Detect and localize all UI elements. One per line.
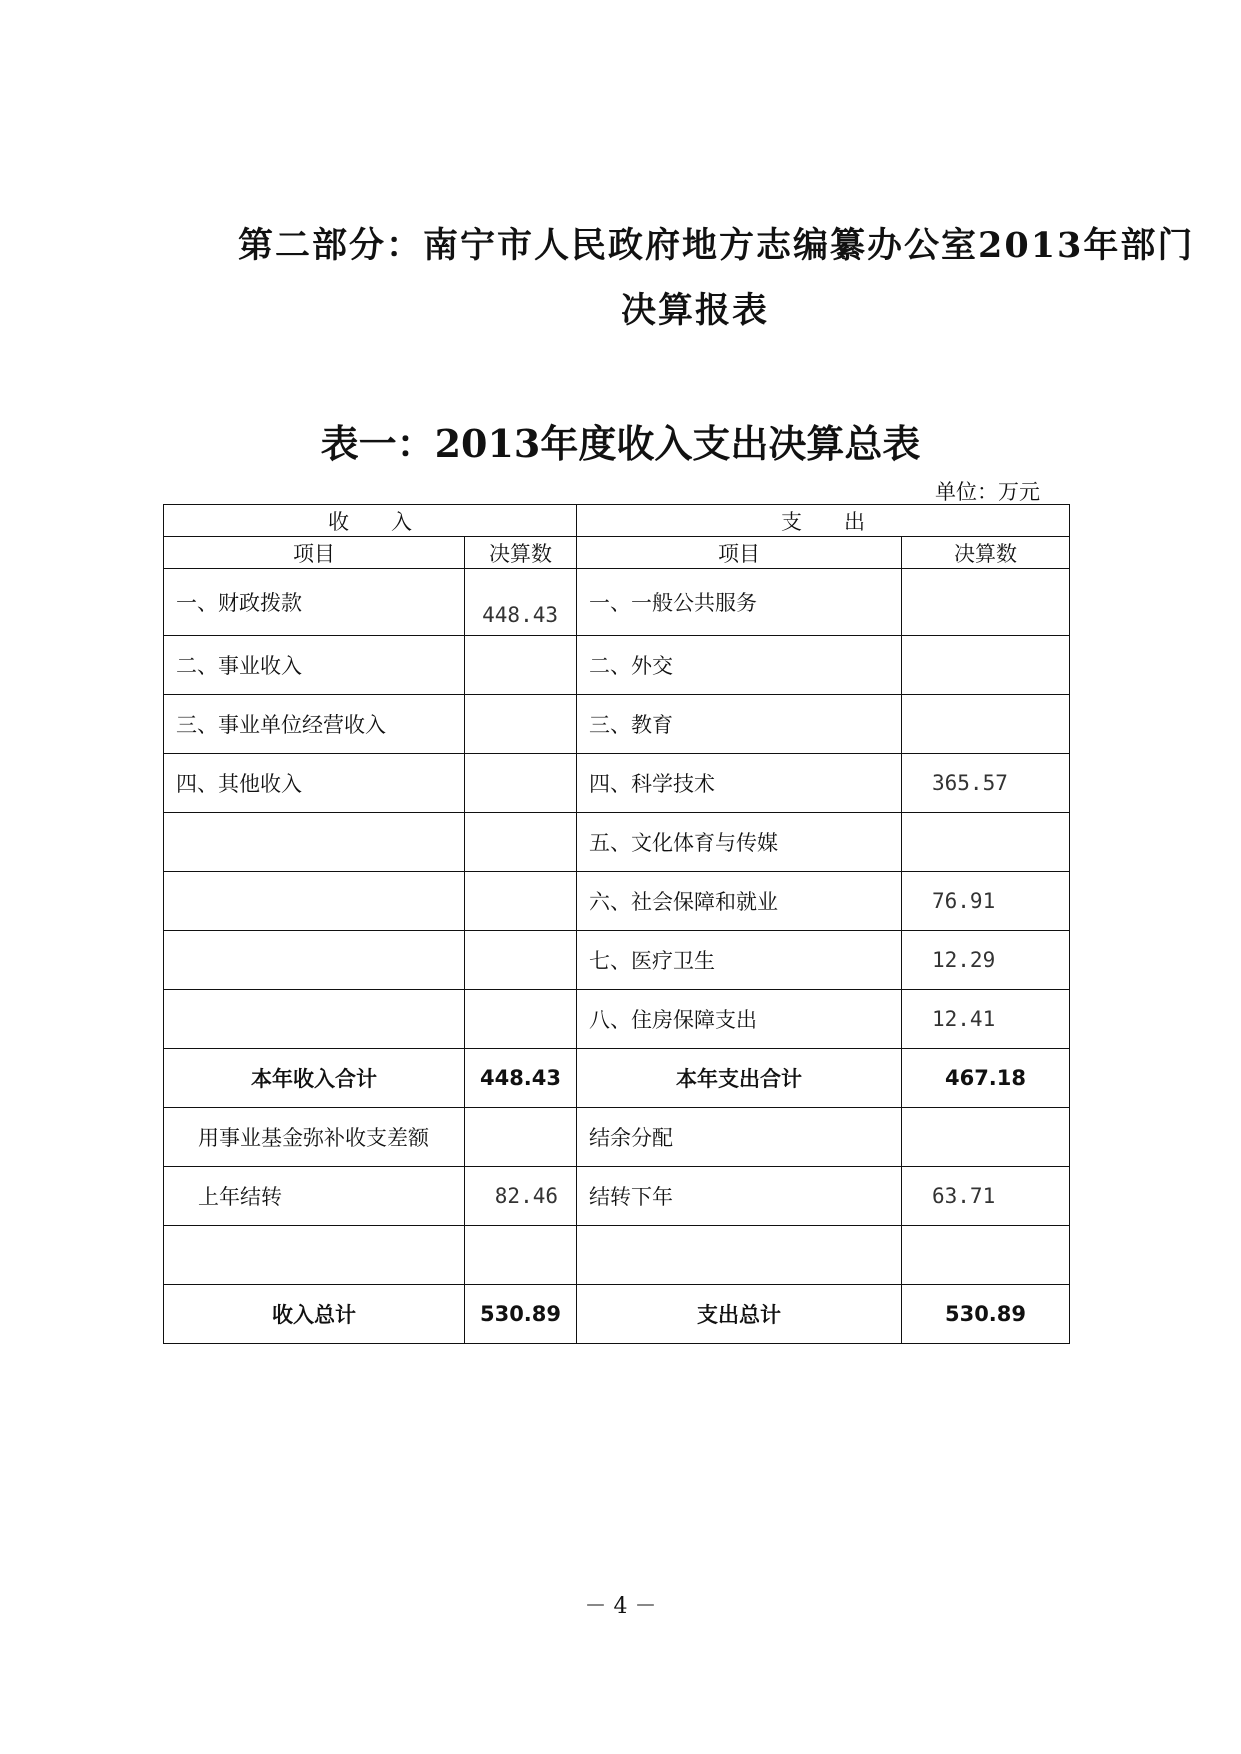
expense-amount: 365.57 <box>902 754 1070 813</box>
income-item <box>164 1226 465 1285</box>
expense-amount <box>902 695 1070 754</box>
expense-total-amount: 530.89 <box>902 1285 1070 1344</box>
income-subtotal-label: 本年收入合计 <box>164 1049 465 1108</box>
expense-item: 一、一般公共服务 <box>577 569 902 636</box>
income-amount <box>465 1108 577 1167</box>
income-item: 三、事业单位经营收入 <box>164 695 465 754</box>
page-number: － 4 － <box>584 1594 657 1619</box>
section-heading-continued: 决算报表 <box>620 290 769 331</box>
table-column-header <box>164 537 1070 569</box>
income-item: 用事业基金弥补收支差额 <box>164 1108 465 1167</box>
income-item: 一、财政拨款 <box>164 569 465 636</box>
expense-subtotal-amount: 467.18 <box>902 1049 1070 1108</box>
income-amount <box>465 1226 577 1285</box>
expense-item: 六、社会保障和就业 <box>577 872 902 931</box>
budget-table <box>163 504 1070 1344</box>
expense-item: 三、教育 <box>577 695 902 754</box>
income-amount <box>465 636 577 695</box>
income-amount: 448.43 <box>465 569 577 636</box>
income-item <box>164 990 465 1049</box>
expense-header: 支 出 <box>577 505 1070 537</box>
subtotal-row <box>164 1049 1070 1108</box>
income-amount <box>465 695 577 754</box>
expense-amount: 63.71 <box>902 1167 1070 1226</box>
expense-total-label: 支出总计 <box>577 1285 902 1344</box>
income-amount <box>465 990 577 1049</box>
income-amount-header: 决算数 <box>465 537 577 569</box>
table-row <box>164 931 1070 990</box>
expense-item: 四、科学技术 <box>577 754 902 813</box>
table-row <box>164 1108 1070 1167</box>
expense-amount <box>902 569 1070 636</box>
expense-subtotal-label: 本年支出合计 <box>577 1049 902 1108</box>
expense-amount <box>902 1108 1070 1167</box>
income-total-amount: 530.89 <box>465 1285 577 1344</box>
table-row <box>164 990 1070 1049</box>
income-amount <box>465 872 577 931</box>
table-row <box>164 569 1070 636</box>
expense-item: 结余分配 <box>577 1108 902 1167</box>
expense-amount <box>902 636 1070 695</box>
income-item <box>164 872 465 931</box>
unit-label: 单位：万元 <box>935 480 1040 504</box>
expense-item: 结转下年 <box>577 1167 902 1226</box>
income-item <box>164 813 465 872</box>
income-total-label: 收入总计 <box>164 1285 465 1344</box>
table-row <box>164 636 1070 695</box>
table-row <box>164 695 1070 754</box>
total-row <box>164 1285 1070 1344</box>
income-amount <box>465 754 577 813</box>
expense-item: 二、外交 <box>577 636 902 695</box>
income-header: 收 入 <box>164 505 577 537</box>
expense-amount: 12.41 <box>902 990 1070 1049</box>
income-item: 四、其他收入 <box>164 754 465 813</box>
income-item-header: 项目 <box>164 537 465 569</box>
income-amount: 82.46 <box>465 1167 577 1226</box>
table-title: 表一：2013年度收入支出决算总表 <box>320 421 921 466</box>
income-amount <box>465 813 577 872</box>
expense-amount: 76.91 <box>902 872 1070 931</box>
expense-item: 五、文化体育与传媒 <box>577 813 902 872</box>
expense-amount: 12.29 <box>902 931 1070 990</box>
income-item: 上年结转 <box>164 1167 465 1226</box>
income-item: 二、事业收入 <box>164 636 465 695</box>
income-item <box>164 931 465 990</box>
income-amount <box>465 931 577 990</box>
table-row <box>164 872 1070 931</box>
expense-item-header: 项目 <box>577 537 902 569</box>
expense-item <box>577 1226 902 1285</box>
expense-amount-header: 决算数 <box>902 537 1070 569</box>
expense-item: 八、住房保障支出 <box>577 990 902 1049</box>
table-group-header <box>164 505 1070 537</box>
expense-item: 七、医疗卫生 <box>577 931 902 990</box>
table-row <box>164 754 1070 813</box>
expense-amount <box>902 1226 1070 1285</box>
expense-amount <box>902 813 1070 872</box>
table-row <box>164 813 1070 872</box>
table-row <box>164 1226 1070 1285</box>
income-subtotal-amount: 448.43 <box>465 1049 577 1108</box>
table-row <box>164 1167 1070 1226</box>
section-heading: 第二部分：南宁市人民政府地方志编纂办公室2013年部门 <box>238 225 1195 266</box>
